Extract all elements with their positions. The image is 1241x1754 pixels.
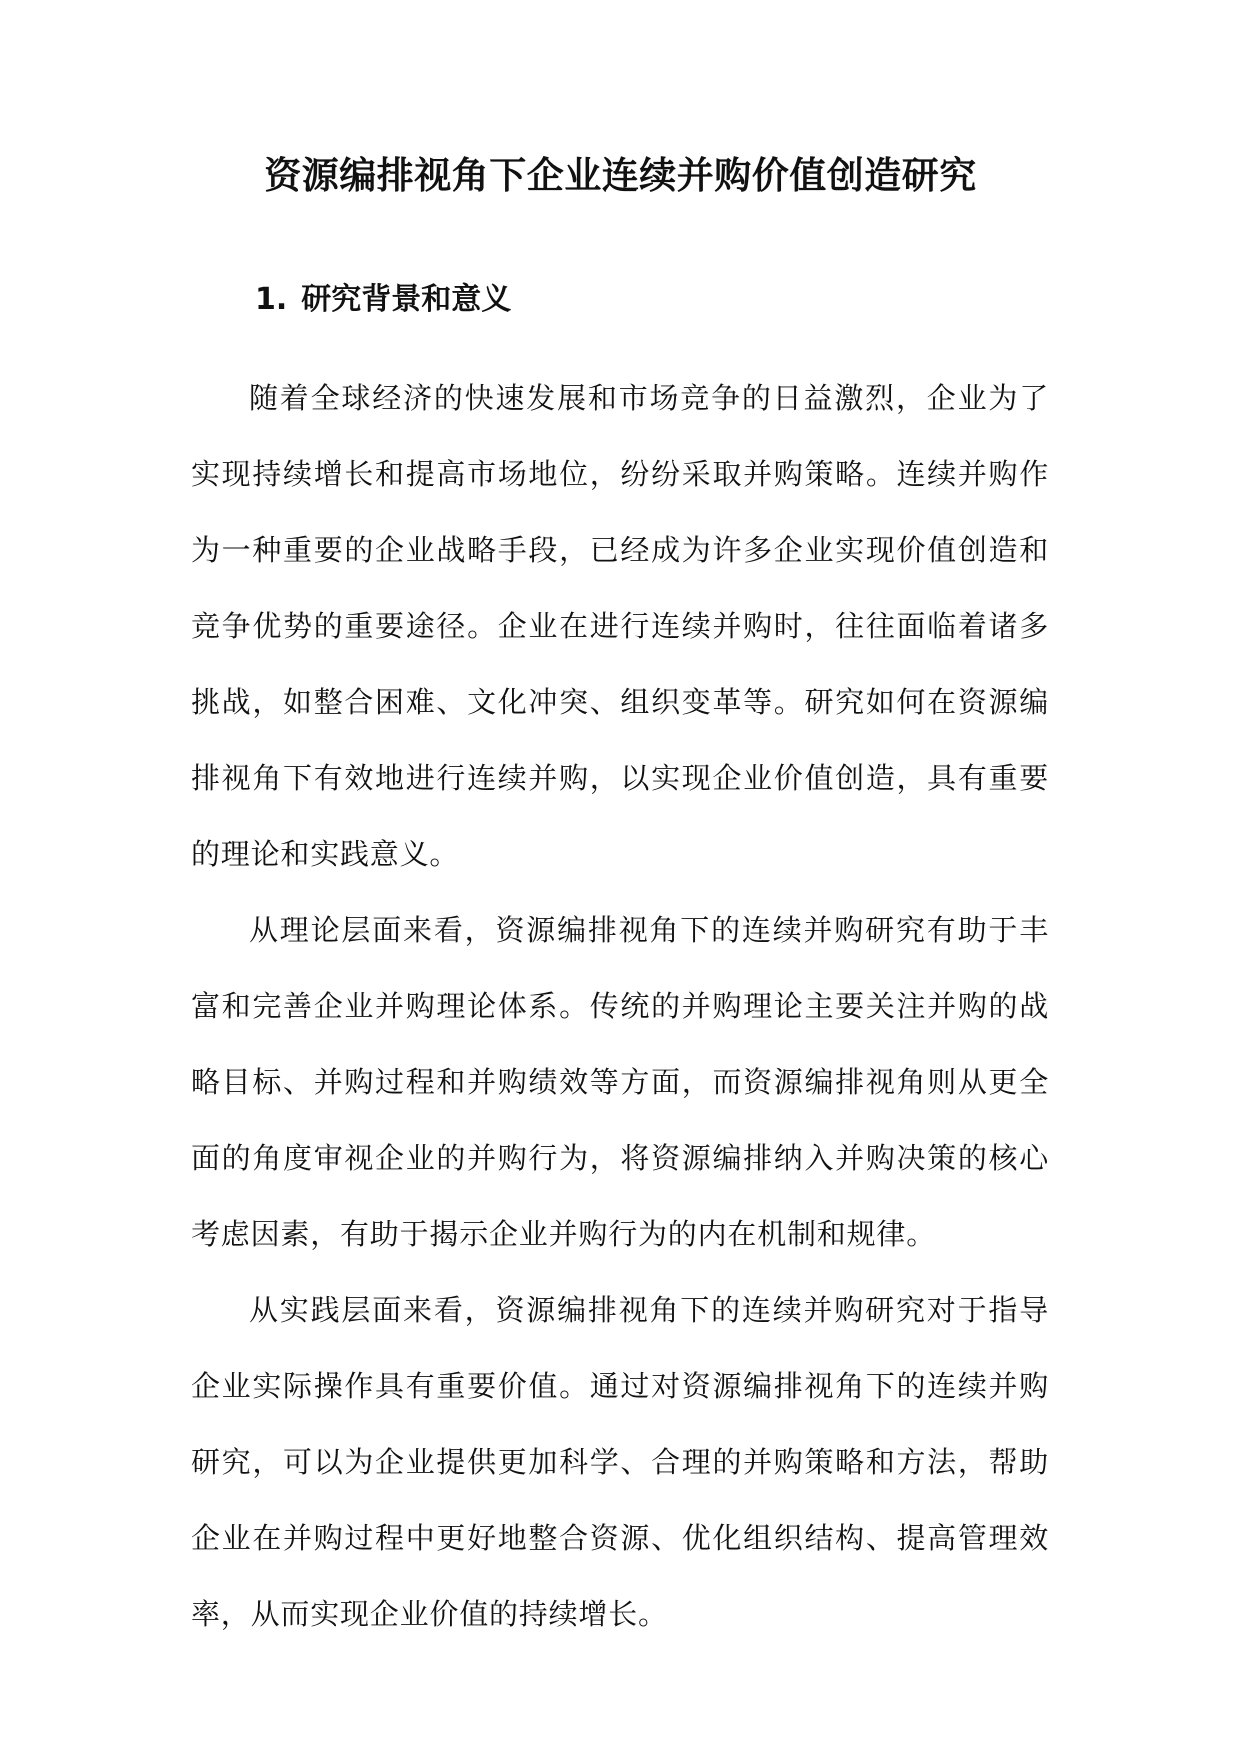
document-title: 资源编排视角下企业连续并购价值创造研究: [264, 154, 977, 197]
paragraph-theory: 从理论层面来看，资源编排视角下的连续并购研究有助于丰富和完善企业并购理论体系。传统的并购理论主要关注并购的战略目标、并购过程和并购绩效等方面，而资源编排视角则从更全面的角度审视企业的并购行为，将资源编排纳入并购决策的核心考虑因素，有助于揭示企业并购行为的内在机制和规律。: [191, 913, 1049, 1251]
section-heading: [255, 278, 511, 322]
section-heading-text: 研究背景和意义: [301, 282, 512, 317]
paragraph-background: 随着全球经济的快速发展和市场竞争的日益激烈，企业为了实现持续增长和提高市场地位，纷纷采取并购策略。连续并购作为一种重要的企业战略手段，已经成为许多企业实现价值创造和竞争优势的重要途径。企业在进行连续并购时，往往面临着诸多挑战，如整合困难、文化冲突、组织变革等。研究如何在资源编排视角下有效地进行连续并购，以实现企业价值创造，具有重要的理论和实践意义。: [191, 381, 1049, 871]
body-text: [191, 360, 1049, 1652]
paragraph-practice: 从实践层面来看，资源编排视角下的连续并购研究对于指导企业实际操作具有重要价值。通过对资源编排视角下的连续并购研究，可以为企业提供更加科学、合理的并购策略和方法，帮助企业在并购过程中更好地整合资源、优化组织结构、提高管理效率，从而实现企业价值的持续增长。: [191, 1293, 1049, 1631]
section-number: 1.: [255, 282, 288, 317]
